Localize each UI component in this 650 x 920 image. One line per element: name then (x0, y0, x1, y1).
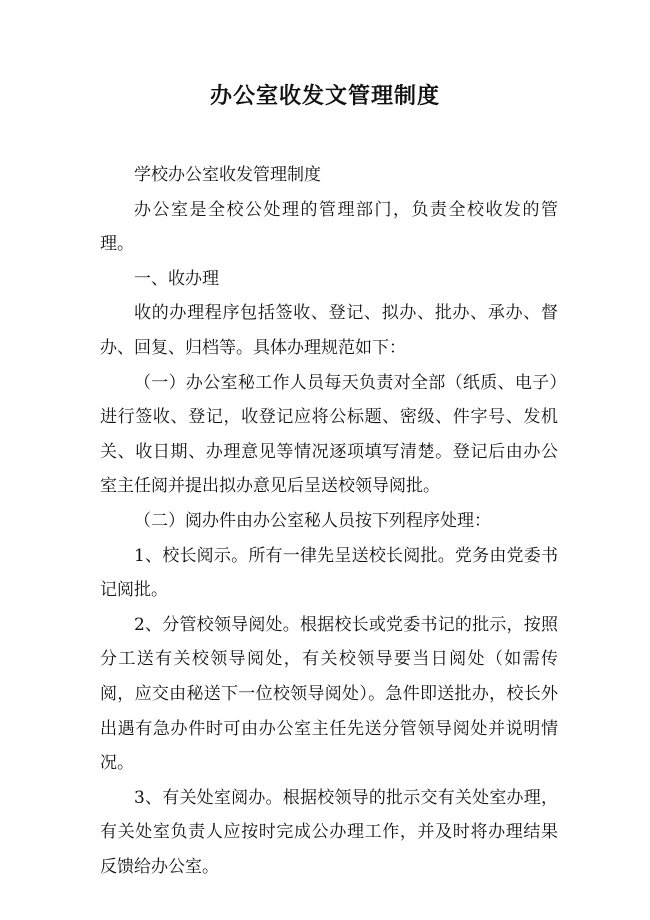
section-heading: 一、收办理 (134, 268, 219, 289)
document-body (100, 158, 558, 884)
paragraph: （一）办公室秘工作人员每天负责对全部（纸质、电子）进行签收、登记，收登记应将公标题、密级、件字号、发机关、收日期、办理意见等情况逐项填写清楚。登记后由办公室主任阅并提出拟办意见后呈送校领导阅批。 (100, 372, 558, 497)
paragraph: （二）阅办件由办公室秘人员按下列程序处理： (134, 510, 491, 531)
paragraph: 3、有关处室阅办。根据校领导的批示交有关处室办理，有关处室负责人应按时完成公办理工作，并及时将办理结果反馈给办公室。 (100, 787, 558, 877)
paragraph: 1、校长阅示。所有一律先呈送校长阅批。党务由党委书记阅批。 (100, 545, 558, 601)
paragraph: 2、分管校领导阅处。根据校长或党委书记的批示，按照分工送有关校领导阅处，有关校领导要当日阅处（如需传阅，应交由秘送下一位校领导阅处）。急件即送批办，校长外出遇有急办件时可由办公室主任先送分管领导阅处并说明情况。 (100, 614, 558, 774)
paragraph: 办公室是全校公处理的管理部门，负责全校收发的管理。 (100, 199, 558, 255)
document-title: 办公室收发文管理制度 (209, 84, 440, 109)
paragraph-subtitle: 学校办公室收发管理制度 (134, 165, 321, 185)
paragraph: 收的办理程序包括签收、登记、拟办、批办、承办、督办、回复、归档等。具体办理规范如下： (100, 303, 558, 358)
